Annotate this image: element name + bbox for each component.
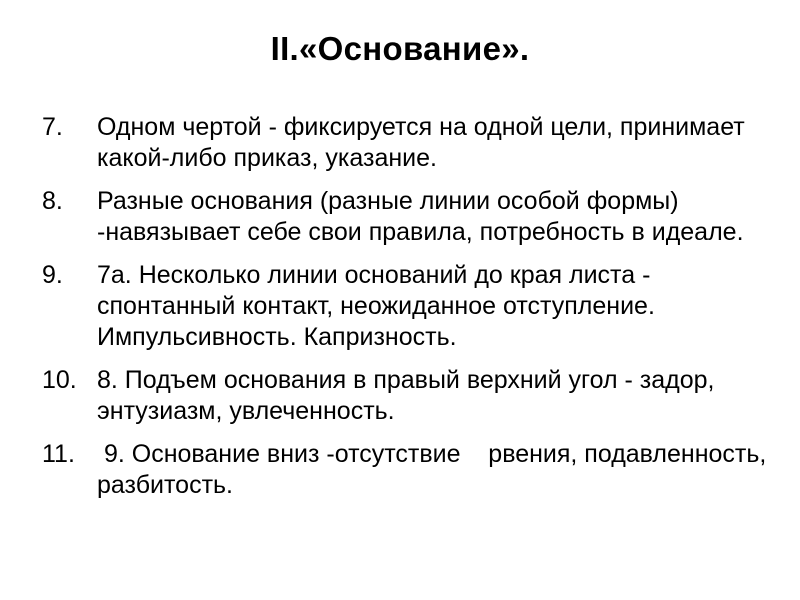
list-item [42, 260, 772, 353]
item-text: Одном чертой - фиксируется на одной цели, принимает какой-либо приказ, указание. [97, 113, 752, 172]
item-text: 7а. Несколько линии оснований до края листа - спонтанный контакт, неожиданное отступление. Импульсивность. Капризность. [97, 261, 662, 351]
item-list [42, 112, 772, 513]
item-number: 7. [42, 113, 63, 141]
list-item [42, 365, 772, 427]
item-text: 9. Основание вниз -отсутствие рвения, подавленность, разбитость. [97, 440, 774, 499]
slide-title: II.«Основание». [270, 30, 530, 67]
list-item [42, 186, 772, 248]
list-item [42, 112, 772, 174]
item-text: Разные основания (разные линии особой формы) -навязывает себе свои правила, потребность в идеале. [97, 187, 744, 246]
item-number: 9. [42, 261, 63, 289]
item-number: 8. [42, 187, 63, 215]
item-number: 10. [42, 366, 77, 394]
item-text: 8. Подъем основания в правый верхний угол - задор, энтузиазм, увлеченность. [97, 366, 722, 425]
list-item [42, 439, 772, 501]
item-number: 11. [42, 440, 75, 468]
